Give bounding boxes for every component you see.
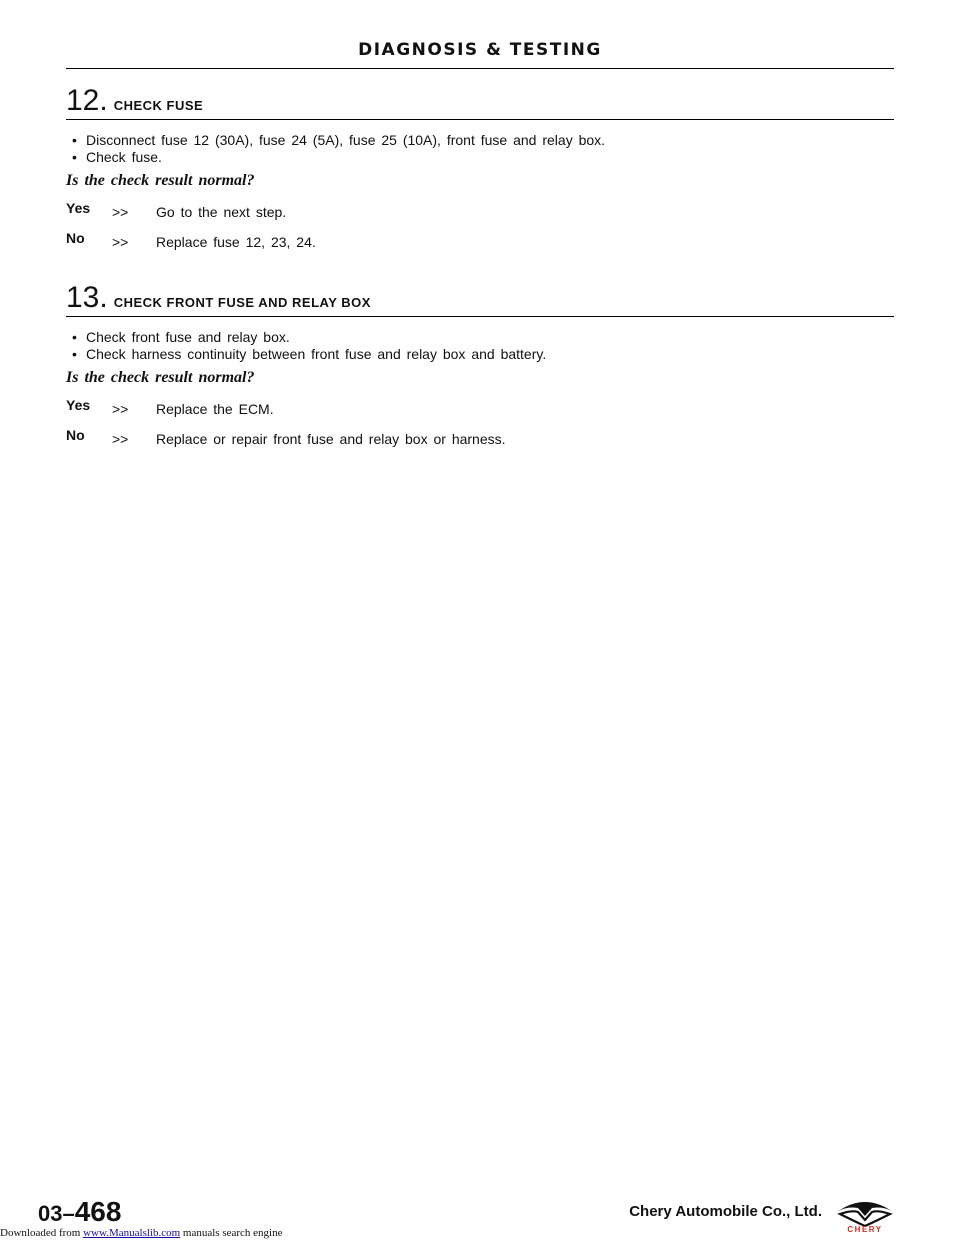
answer-label: Yes xyxy=(66,397,91,413)
step-header xyxy=(66,283,894,317)
page-number-value: 468 xyxy=(74,1196,122,1227)
answer-yes xyxy=(66,200,894,234)
answer-yes xyxy=(66,397,894,431)
bullet-item xyxy=(66,149,894,166)
step-header xyxy=(66,86,894,120)
check-question: Is the check result normal? xyxy=(66,369,255,386)
bullet-text: Disconnect fuse 12 (30A), fuse 24 (5A), fuse 25 (10A), front fuse and relay box. xyxy=(86,132,606,148)
answer-list xyxy=(66,200,894,264)
answer-no xyxy=(66,230,894,264)
section-number: 03– xyxy=(38,1201,75,1226)
step-12 xyxy=(66,86,894,264)
arrow-icon: >> xyxy=(112,401,129,417)
download-bar xyxy=(0,1227,282,1239)
answer-label: No xyxy=(66,427,85,443)
step-bullet-list xyxy=(66,329,894,363)
step-title: CHECK FUSE xyxy=(113,98,204,113)
bullet-icon: • xyxy=(72,132,77,148)
step-13 xyxy=(66,283,894,461)
answer-text: Go to the next step. xyxy=(156,204,287,220)
header-divider xyxy=(66,68,894,69)
page-number xyxy=(38,1196,121,1228)
step-number: 13. xyxy=(66,281,108,314)
bullet-text: Check fuse. xyxy=(86,149,162,165)
bullet-text: Check front fuse and relay box. xyxy=(86,329,290,345)
logo-wordmark: CHERY xyxy=(847,1225,883,1234)
answer-label: Yes xyxy=(66,200,91,216)
bullet-icon: • xyxy=(72,329,77,345)
bullet-icon: • xyxy=(72,346,77,362)
answer-text: Replace or repair front fuse and relay box or harness. xyxy=(156,431,506,447)
bullet-item xyxy=(66,132,894,149)
step-title: CHECK FRONT FUSE AND RELAY BOX xyxy=(113,295,371,310)
manualslib-link[interactable]: www.Manualslib.com xyxy=(83,1227,181,1239)
arrow-icon: >> xyxy=(112,204,129,220)
step-bullet-list xyxy=(66,132,894,166)
step-number: 12. xyxy=(66,84,108,117)
chery-logo-icon xyxy=(834,1196,896,1234)
answer-no xyxy=(66,427,894,461)
download-suffix: manuals search engine xyxy=(180,1227,283,1239)
bullet-item xyxy=(66,329,894,346)
download-prefix: Downloaded from xyxy=(0,1227,84,1239)
answer-text: Replace fuse 12, 23, 24. xyxy=(156,234,316,250)
company-name: Chery Automobile Co., Ltd. xyxy=(629,1203,822,1220)
bullet-text: Check harness continuity between front fuse and relay box and battery. xyxy=(86,346,547,362)
answer-text: Replace the ECM. xyxy=(156,401,274,417)
arrow-icon: >> xyxy=(112,431,129,447)
bullet-icon: • xyxy=(72,149,77,165)
answer-label: No xyxy=(66,230,85,246)
arrow-icon: >> xyxy=(112,234,129,250)
bullet-item xyxy=(66,346,894,363)
check-question: Is the check result normal? xyxy=(66,172,255,189)
page-header-title: DIAGNOSIS & TESTING xyxy=(358,40,602,60)
answer-list xyxy=(66,397,894,461)
